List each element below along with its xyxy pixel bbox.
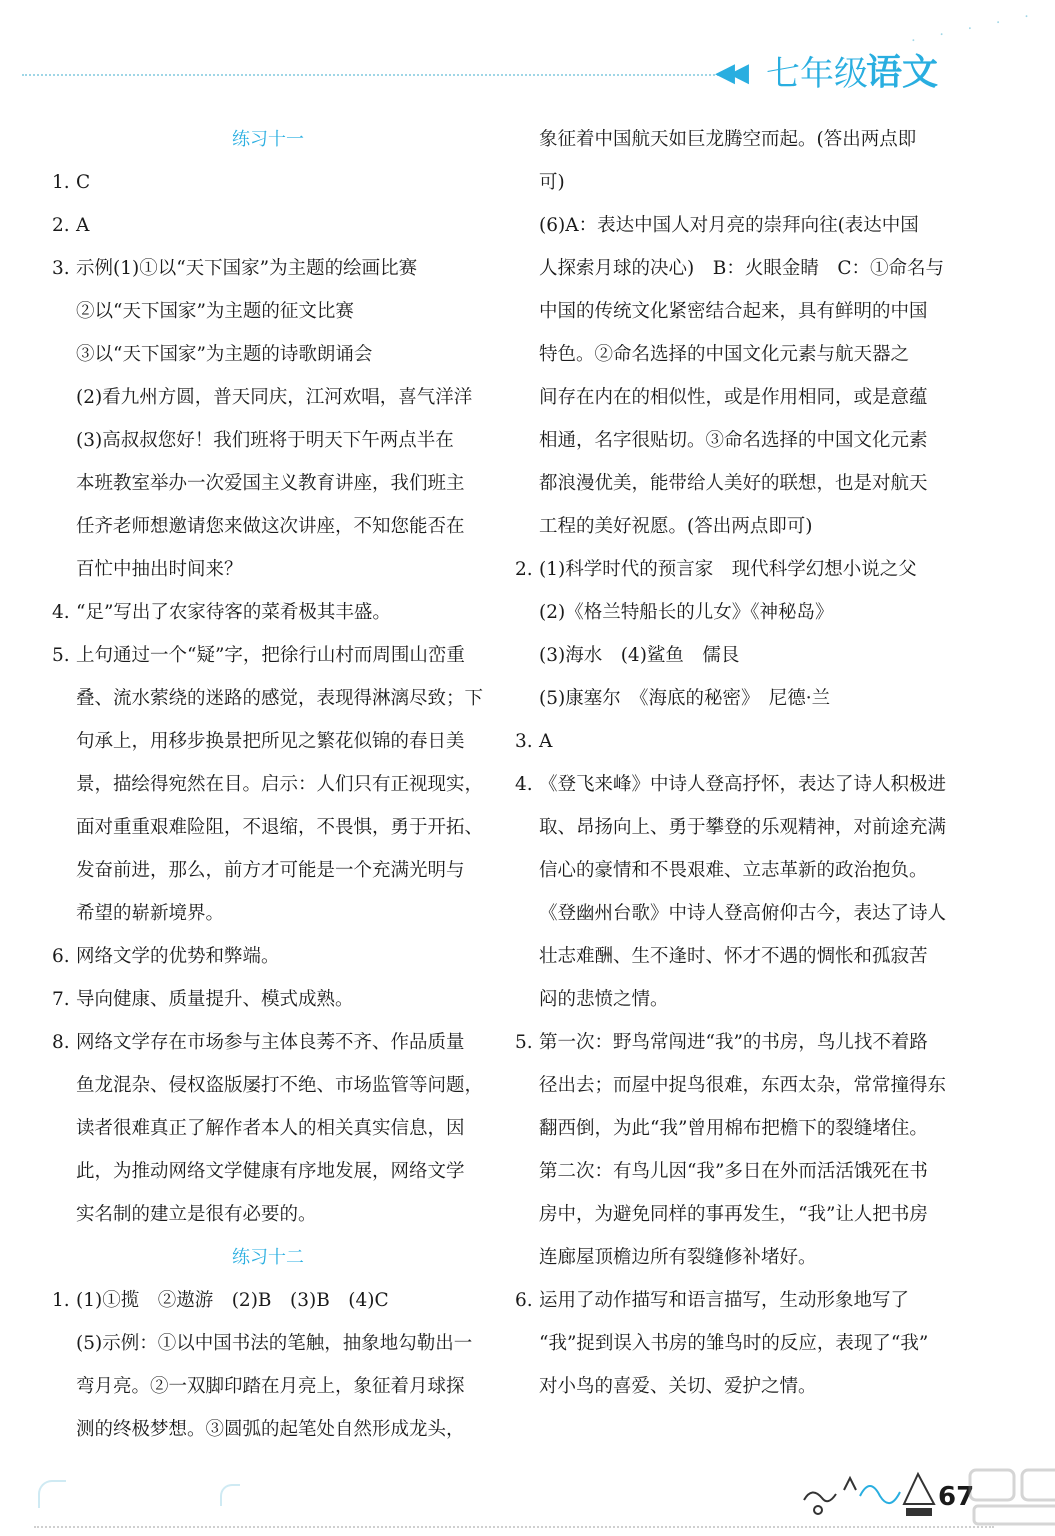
- right-column: [515, 118, 951, 1408]
- answer-text: [76, 1279, 484, 1322]
- answer-item: [515, 548, 951, 591]
- text-line: 此，为推动网络文学健康有序地发展，网络文学: [76, 1161, 465, 1182]
- text-line: (3)高叔叔您好！我们班将于明天下午两点半在: [76, 430, 454, 451]
- answer-item: [52, 290, 484, 333]
- text-line: 翻西倒，为此“我”曾用棉布把檐下的裂缝堵住。: [539, 1118, 928, 1139]
- text-line: 希望的崭新境界。: [76, 903, 225, 924]
- answer-text: [76, 1021, 484, 1236]
- answer-text: [76, 204, 484, 247]
- text-line: 象征着中国航天如巨龙腾空而起。(答出两点即: [539, 129, 917, 150]
- answer-text: [539, 204, 951, 548]
- text-line: 信心的豪情和不畏艰难、立志革新的政治抱负。: [539, 860, 928, 881]
- text-line: (3)海水 (4)鲨鱼 儒艮: [539, 645, 740, 666]
- text-line: 《登飞来峰》中诗人登高抒怀，表达了诗人积极进: [539, 774, 947, 795]
- answer-item: [515, 634, 951, 677]
- text-line: 都浪漫优美，能带给人美好的联想，也是对航天: [539, 473, 928, 494]
- text-line: 百忙中抽出时间来？: [76, 559, 243, 580]
- answer-text: [539, 1279, 951, 1408]
- answer-item: [52, 161, 484, 204]
- header-grade: 七年级: [766, 54, 868, 94]
- text-line: 人探索月球的决心) B：火眼金睛 C：①命名与: [539, 258, 944, 279]
- text-line: 景，描绘得宛然在目。启示：人们只有正视现实，: [76, 774, 484, 795]
- text-line: ②以“天下国家”为主题的征文比赛: [76, 301, 354, 322]
- text-line: 上句通过一个“疑”字，把徐行山村而周围山峦重: [76, 645, 465, 666]
- text-line: 房中，为避免同样的事再发生，“我”让人把书房: [539, 1204, 928, 1225]
- answer-text: [76, 161, 484, 204]
- answer-item: [515, 720, 951, 763]
- text-line: 壮志难酬、生不逢时、怀才不遇的惆怅和孤寂苦: [539, 946, 928, 967]
- text-line: 相通，名字很贴切。③命名选择的中国文化元素: [539, 430, 928, 451]
- answer-number: 5.: [52, 645, 70, 666]
- answer-number: 6.: [52, 946, 70, 967]
- text-line: 工程的美好祝愿。(答出两点即可): [539, 516, 813, 537]
- answer-number: [515, 677, 539, 720]
- answer-number: [515, 118, 539, 204]
- answer-text: [539, 720, 951, 763]
- answer-number: [515, 591, 539, 634]
- watermark-logo-icon: [964, 1464, 1055, 1530]
- answer-number: 5.: [515, 1032, 533, 1053]
- answer-text: [76, 1322, 484, 1451]
- text-line: 间存在内在的相似性，或是作用相同，或是意蕴: [539, 387, 928, 408]
- section-heading: 练习十一: [232, 129, 304, 150]
- answer-item: [515, 1279, 951, 1408]
- answer-text: [76, 247, 484, 290]
- answer-list: [52, 161, 484, 1236]
- text-line: 运用了动作描写和语言描写，生动形象地写了: [539, 1290, 910, 1311]
- text-line: (1)①揽 ②遨游 (2)B (3)B (4)C: [76, 1290, 389, 1311]
- text-line: 网络文学存在市场参与主体良莠不齐、作品质量: [76, 1032, 465, 1053]
- text-line: 本班教室举办一次爱国主义教育讲座，我们班主: [76, 473, 465, 494]
- doodle-illustration-icon: [794, 1460, 944, 1522]
- text-line: 径出去；而屋中捉鸟很难，东西太杂，常常撞得东: [539, 1075, 947, 1096]
- answer-text: [76, 935, 484, 978]
- answer-item: [52, 978, 484, 1021]
- text-line: (5)示例：①以中国书法的笔触，抽象地勾勒出一: [76, 1333, 473, 1354]
- answer-item: [52, 1322, 484, 1451]
- answer-number: 8.: [52, 1032, 70, 1053]
- answer-text: [76, 634, 484, 935]
- answer-number: 7.: [52, 989, 70, 1010]
- answer-number: [52, 333, 76, 376]
- text-line: 特色。②命名选择的中国文化元素与航天器之: [539, 344, 910, 365]
- text-line: “足”写出了农家待客的菜肴极其丰盛。: [76, 602, 391, 623]
- text-line: 叠、流水萦绕的迷路的感觉，表现得淋漓尽致；下: [76, 688, 484, 709]
- answer-item: [515, 118, 951, 204]
- text-line: 面对重重艰难险阻，不退缩，不畏惧，勇于开拓、: [76, 817, 484, 838]
- text-line: 弯月亮。②一双脚印踏在月亮上，象征着月球探: [76, 1376, 465, 1397]
- answer-item: [52, 376, 484, 419]
- answer-item: [52, 1279, 484, 1322]
- answer-item: [52, 634, 484, 935]
- answer-item: [515, 763, 951, 1021]
- text-line: 闷的悲愤之情。: [539, 989, 669, 1010]
- left-column: [52, 118, 484, 1451]
- answer-text: [539, 548, 951, 591]
- text-line: 中国的传统文化紧密结合起来，具有鲜明的中国: [539, 301, 928, 322]
- answer-item: [515, 591, 951, 634]
- answer-number: 6.: [515, 1290, 533, 1311]
- answer-number: 3.: [515, 731, 533, 752]
- answer-item: [52, 333, 484, 376]
- text-line: 句承上，用移步换景把所见之繁花似锦的春日美: [76, 731, 465, 752]
- footer: [34, 1460, 1014, 1530]
- answer-item: [515, 1021, 951, 1279]
- answer-number: 2.: [515, 559, 533, 580]
- answer-number: [515, 204, 539, 548]
- answer-text: [539, 677, 951, 720]
- answer-item: [52, 247, 484, 290]
- answer-text: [76, 978, 484, 1021]
- text-line: 任齐老师想邀请您来做这次讲座，不知您能否在: [76, 516, 465, 537]
- text-line: (5)康塞尔 《海底的秘密》 尼德·兰: [539, 688, 831, 709]
- text-line: (2)《格兰特船长的儿女》《神秘岛》: [539, 602, 834, 623]
- text-line: 取、昂扬向上、勇于攀登的乐观精神，对前途充满: [539, 817, 947, 838]
- text-line: C: [76, 172, 91, 193]
- text-line: 第一次：野鸟常闯进“我”的书房，鸟儿找不着路: [539, 1032, 928, 1053]
- answer-number: 4.: [515, 774, 533, 795]
- text-line: “我”捉到误入书房的雏鸟时的反应，表现了“我”: [539, 1333, 929, 1354]
- answer-list: [52, 1279, 484, 1451]
- answer-item: [52, 419, 484, 591]
- answer-text: [76, 591, 484, 634]
- answer-number: [52, 376, 76, 419]
- answer-number: [52, 419, 76, 591]
- answer-list: [515, 118, 951, 1408]
- answer-number: 4.: [52, 602, 70, 623]
- section-heading: 练习十二: [232, 1247, 304, 1268]
- answer-number: 1.: [52, 1290, 70, 1311]
- double-arrow-icon: ◀◀: [715, 58, 743, 88]
- answer-text: [539, 763, 951, 1021]
- text-line: 导向健康、质量提升、模式成熟。: [76, 989, 354, 1010]
- text-line: ③以“天下国家”为主题的诗歌朗诵会: [76, 344, 373, 365]
- text-line: (1)科学时代的预言家 现代科学幻想小说之父: [539, 559, 917, 580]
- answer-item: [52, 591, 484, 634]
- text-line: 测的终极梦想。③圆弧的起笔处自然形成龙头，: [76, 1419, 465, 1440]
- answer-text: [76, 290, 484, 333]
- answer-number: 1.: [52, 172, 70, 193]
- text-line: 鱼龙混杂、侵权盗版屡打不绝、市场监管等问题，: [76, 1075, 484, 1096]
- header-decorative-dots: · · · · ·: [909, 6, 1041, 50]
- answer-number: 3.: [52, 258, 70, 279]
- text-line: 实名制的建立是很有必要的。: [76, 1204, 317, 1225]
- answer-text: [76, 376, 484, 419]
- text-line: 《登幽州台歌》中诗人登高俯仰古今，表达了诗人: [539, 903, 947, 924]
- answer-number: [52, 1322, 76, 1451]
- text-line: (2)看九州方圆，普天同庆，江河欢唱，喜气洋洋: [76, 387, 473, 408]
- answer-text: [76, 333, 484, 376]
- text-line: 连廊屋顶檐边所有裂缝修补堵好。: [539, 1247, 817, 1268]
- answer-item: [52, 1021, 484, 1236]
- header-subject: 语文: [866, 52, 939, 93]
- answer-number: [515, 634, 539, 677]
- text-line: 可): [539, 172, 565, 193]
- text-line: A: [539, 731, 553, 752]
- answer-text: [539, 1021, 951, 1279]
- answer-item: [52, 935, 484, 978]
- text-line: 发奋前进，那么，前方才可能是一个充满光明与: [76, 860, 465, 881]
- text-line: (6)A：表达中国人对月亮的崇拜向往(表达中国: [539, 215, 919, 236]
- text-line: 示例(1)①以“天下国家”为主题的绘画比赛: [76, 258, 418, 279]
- answer-text: [539, 634, 951, 677]
- answer-text: [76, 419, 484, 591]
- answer-number: [52, 290, 76, 333]
- text-line: 第二次：有鸟儿因“我”多日在外而活活饿死在书: [539, 1161, 928, 1182]
- text-line: A: [76, 215, 90, 236]
- text-line: 对小鸟的喜爱、关切、爱护之情。: [539, 1376, 817, 1397]
- decorative-bracket-icon: [38, 1480, 66, 1508]
- text-line: 读者很难真正了解作者本人的相关真实信息，因: [76, 1118, 465, 1139]
- answer-text: [539, 591, 951, 634]
- answer-item: [515, 677, 951, 720]
- answer-item: [52, 204, 484, 247]
- answer-item: [515, 204, 951, 548]
- page-number: 67: [938, 1482, 975, 1512]
- decorative-bracket-icon: [220, 1484, 240, 1506]
- header-dotted-line: [22, 74, 722, 76]
- text-line: 网络文学的优势和弊端。: [76, 946, 280, 967]
- footer-dotted-line: [34, 1526, 994, 1528]
- answer-number: 2.: [52, 215, 70, 236]
- answer-text: [539, 118, 951, 204]
